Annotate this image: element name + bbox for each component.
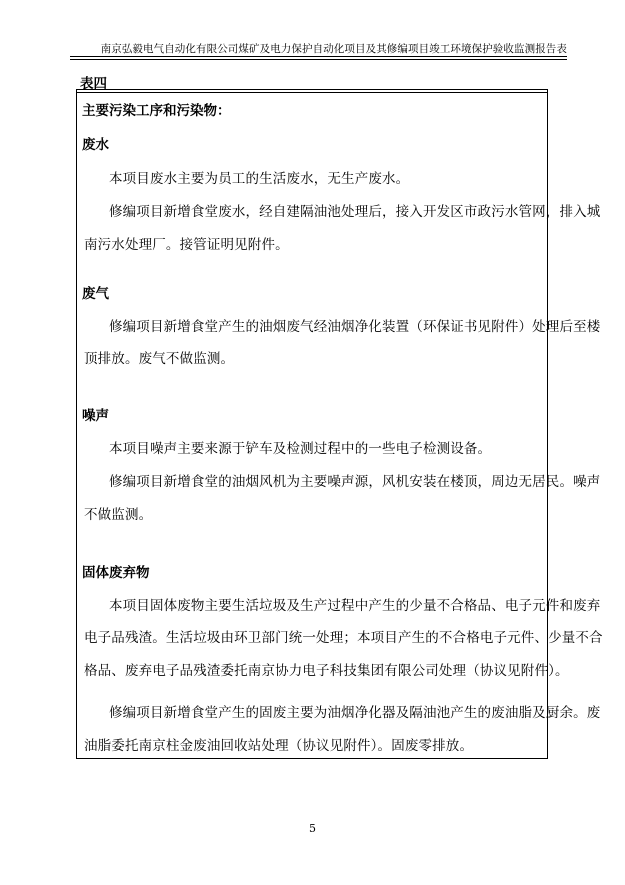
solid-waste-line-1: 本项目固体废物主要生活垃圾及生产过程中产生的少量不合格品、电子元件和废弃 bbox=[109, 598, 601, 614]
heading-exhaust-gas: 废气 bbox=[82, 286, 109, 302]
section-title: 主要污染工序和污染物： bbox=[82, 103, 231, 119]
running-header: 南京弘毅电气自动化有限公司煤矿及电力保护自动化项目及其修编项目竣工环境保护验收监测报告表 bbox=[100, 43, 567, 55]
solid-waste-line-4: 修编项目新增食堂产生的固废主要为油烟净化器及隔油池产生的废油脂及厨余。废 bbox=[109, 705, 601, 721]
header-rule-thin bbox=[70, 59, 567, 60]
solid-waste-line-2: 电子品残渣。生活垃圾由环卫部门统一处理；本项目产生的不合格电子元件、少量不合 bbox=[84, 630, 603, 646]
header-rule bbox=[70, 56, 567, 57]
wastewater-line-2: 修编项目新增食堂废水，经自建隔油池处理后，接入开发区市政污水管网，排入城 bbox=[109, 204, 601, 220]
noise-line-2: 修编项目新增食堂的油烟风机为主要噪声源，风机安装在楼顶，周边无居民。噪声 bbox=[109, 474, 601, 490]
table-label: 表四 bbox=[80, 76, 107, 92]
heading-solid-waste: 固体废弃物 bbox=[82, 565, 150, 581]
solid-waste-line-3: 格品、废弃电子品残渣委托南京协力电子科技集团有限公司处理（协议见附件）。 bbox=[84, 663, 569, 679]
noise-line-1: 本项目噪声主要来源于铲车及检测过程中的一些电子检测设备。 bbox=[109, 441, 492, 457]
wastewater-line-1: 本项目废水主要为员工的生活废水，无生产废水。 bbox=[109, 171, 410, 187]
solid-waste-line-5: 油脂委托南京柱金废油回收站处理（协议见附件）。固废零排放。 bbox=[84, 738, 474, 754]
noise-line-3: 不做监测。 bbox=[84, 507, 153, 523]
exhaust-line-2: 顶排放。废气不做监测。 bbox=[84, 351, 235, 367]
heading-noise: 噪声 bbox=[82, 408, 109, 424]
heading-wastewater: 废水 bbox=[82, 137, 109, 153]
page-number: 5 bbox=[309, 822, 316, 835]
wastewater-line-3: 南污水处理厂。接管证明见附件。 bbox=[84, 237, 289, 253]
frame-double-rule bbox=[77, 92, 547, 93]
exhaust-line-1: 修编项目新增食堂产生的油烟废气经油烟净化装置（环保证书见附件）处理后至楼 bbox=[109, 319, 601, 335]
